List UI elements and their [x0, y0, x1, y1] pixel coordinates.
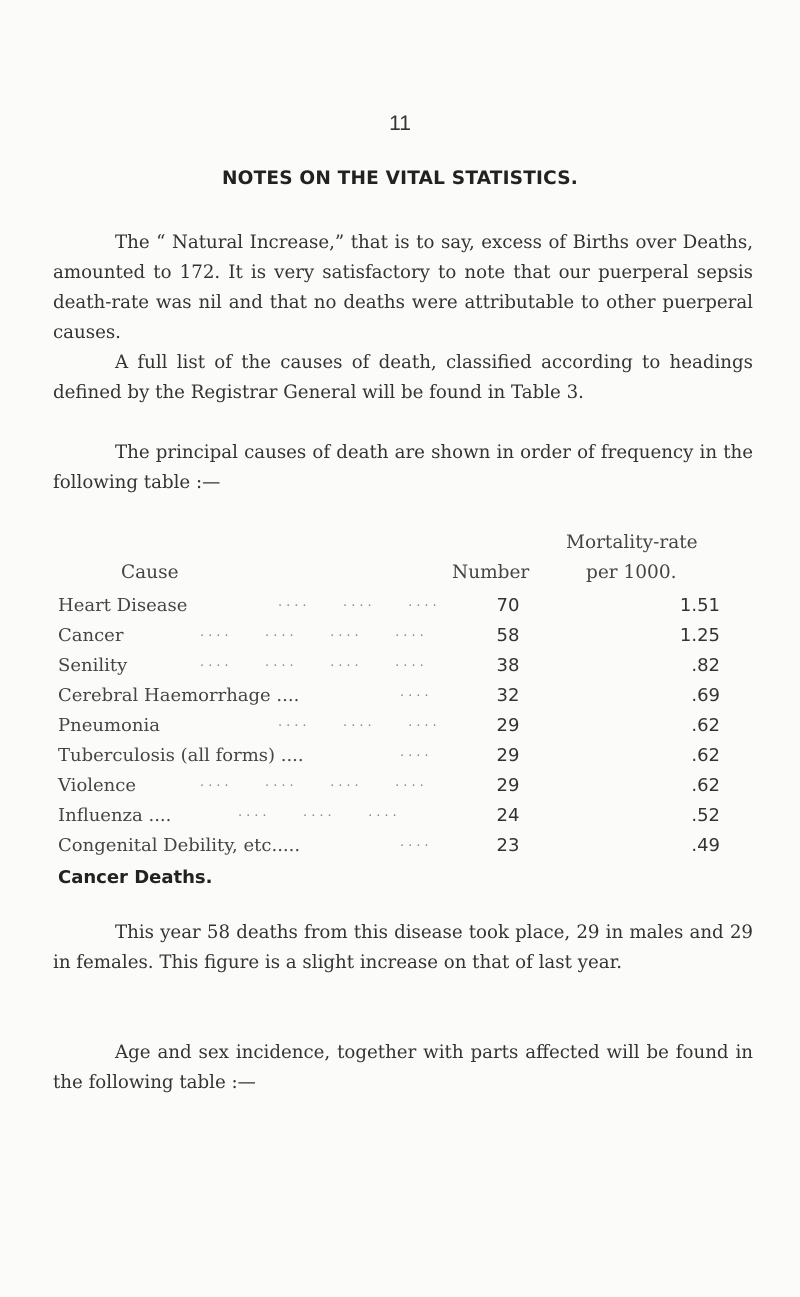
table-row: Tuberculosis (all forms) .... .... 29 .62	[58, 745, 720, 766]
paragraph-full-list: A full list of the causes of death, classified according to headings defined by the Registrar General will be found in Table 3.	[53, 352, 753, 403]
rate-cell: 1.51	[679, 595, 720, 616]
number-cell: 70	[496, 595, 520, 616]
cause-cell: Influenza ....	[58, 805, 172, 826]
table-row: Senility .... .... .... .... 38 .82	[58, 655, 720, 676]
paragraph-age-sex-incidence: Age and sex incidence, together with parts affected will be found in the following table :—	[53, 1042, 753, 1093]
header-per-1000: per 1000.	[586, 562, 677, 583]
cause-cell: Congenital Debility, etc.....	[58, 835, 301, 856]
cause-cell: Heart Disease	[58, 595, 188, 616]
number-cell: 24	[496, 805, 520, 826]
rate-cell: .49	[691, 835, 720, 856]
paragraph-principal-causes: The principal causes of death are shown in order of frequency in the following table :—	[53, 442, 753, 493]
number-cell: 29	[496, 775, 520, 796]
number-cell: 38	[496, 655, 520, 676]
cause-cell: Tuberculosis (all forms) ....	[58, 745, 304, 766]
cause-cell: Violence	[58, 775, 137, 796]
table-row: Cancer .... .... .... .... 58 1.25	[58, 625, 720, 646]
table-row: Violence .... .... .... .... 29 .62	[58, 775, 720, 796]
header-cause: Cause	[121, 562, 179, 583]
rate-cell: .69	[691, 685, 720, 706]
table-row: Heart Disease .... .... .... 70 1.51	[58, 595, 720, 616]
paragraph-natural-increase: The “ Natural Increase,” that is to say, excess of Births over Deaths, amounted to 172. It is very satisfactory to note that our puerperal sepsis death-rate was nil and that no deaths were attributable to other puerperal causes.	[53, 232, 753, 343]
table-row: Congenital Debility, etc..... .... 23 .49	[58, 835, 720, 856]
number-cell: 32	[496, 685, 520, 706]
cause-cell: Pneumonia	[58, 715, 160, 736]
table-header-row-2	[0, 562, 800, 592]
header-number: Number	[452, 562, 530, 583]
table-row: Cerebral Haemorrhage .... .... 32 .69	[58, 685, 720, 706]
number-cell: 29	[496, 745, 520, 766]
rate-cell: .62	[691, 715, 720, 736]
page-heading: NOTES ON THE VITAL STATISTICS.	[222, 168, 578, 189]
paragraph-cancer-deaths: This year 58 deaths from this disease took place, 29 in males and 29 in females. This figure is a slight increase on that of last year.	[53, 922, 753, 973]
rate-cell: .82	[691, 655, 720, 676]
cause-cell: Cancer	[58, 625, 124, 646]
rate-cell: .52	[691, 805, 720, 826]
cause-cell: Cerebral Haemorrhage ....	[58, 685, 300, 706]
rate-cell: .62	[691, 745, 720, 766]
number-cell: 29	[496, 715, 520, 736]
table-row: Influenza .... .... .... .... 24 .52	[58, 805, 720, 826]
table-row: Pneumonia .... .... .... 29 .62	[58, 715, 720, 736]
cancer-deaths-heading: Cancer Deaths.	[58, 867, 213, 888]
cause-cell: Senility	[58, 655, 128, 676]
page-number: 11	[389, 112, 411, 135]
number-cell: 58	[496, 625, 520, 646]
number-cell: 23	[496, 835, 520, 856]
rate-cell: .62	[691, 775, 720, 796]
table-header-row-1	[0, 532, 800, 562]
header-mortality-rate: Mortality-rate	[566, 532, 698, 553]
rate-cell: 1.25	[679, 625, 720, 646]
